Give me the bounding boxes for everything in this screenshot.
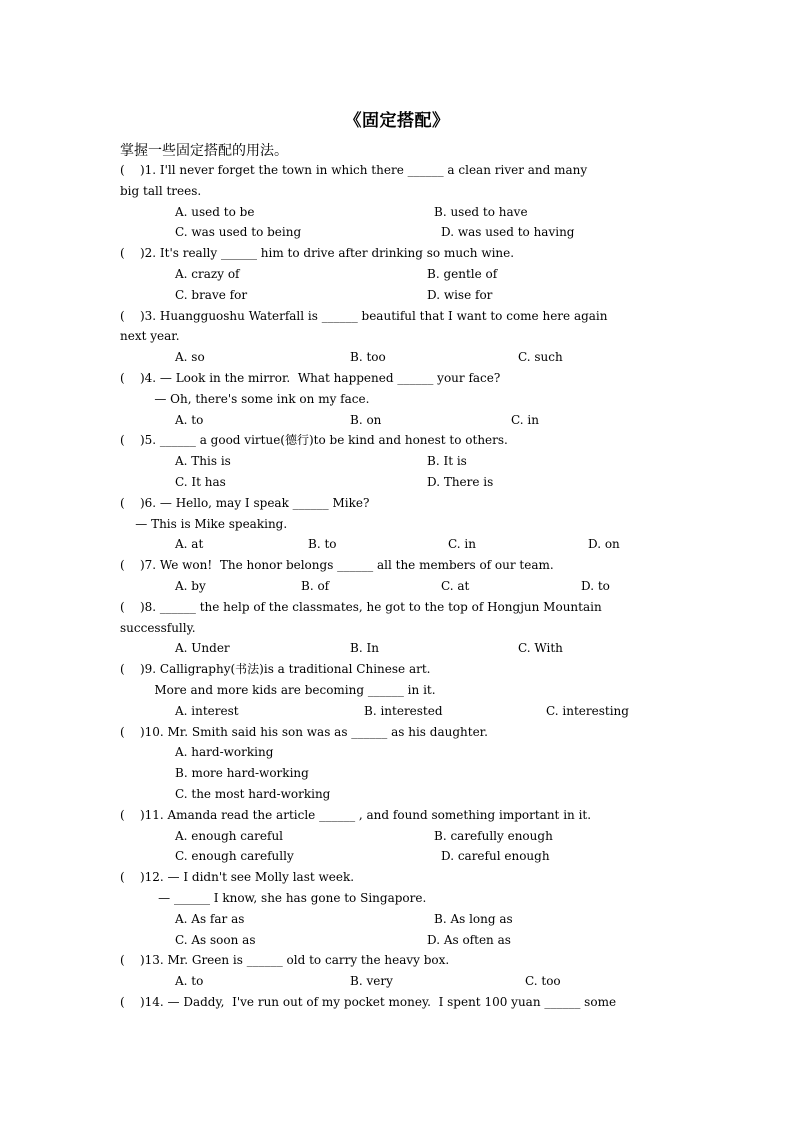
question-13-stem: ( )13. Mr. Green is ______ old to carry the heavy box.	[120, 953, 450, 967]
question-11-option-a: A. enough careful	[175, 829, 284, 843]
question-5-option-a: A. This is	[175, 454, 231, 468]
question-7-option-c: C. at	[441, 579, 470, 593]
question-14-stem: ( )14. — Daddy, I've run out of my pocket money. I spent 100 yuan ______ some	[120, 995, 617, 1009]
question-12-option-d: D. As often as	[427, 933, 511, 947]
question-13-option-b: B. very	[350, 974, 393, 988]
question-3-option-c: C. such	[518, 350, 563, 364]
question-13-option-c: C. too	[525, 974, 561, 988]
instruction-text: 掌握一些固定搭配的用法。	[120, 143, 288, 159]
question-1-option-c: C. was used to being	[175, 225, 302, 239]
question-8-stem-cont: successfully.	[120, 621, 196, 635]
question-6-option-d: D. on	[588, 537, 620, 551]
question-8-option-b: B. In	[350, 641, 379, 655]
question-9-stem-cont: More and more kids are becoming ______ in it.	[120, 683, 436, 697]
question-4-option-a: A. to	[175, 413, 204, 427]
question-7-option-b: B. of	[301, 579, 330, 593]
question-6-stem-cont: — This is Mike speaking.	[120, 517, 288, 531]
question-5-option-b: B. It is	[427, 454, 467, 468]
question-3-stem: ( )3. Huangguoshu Waterfall is ______ beautiful that I want to come here again	[120, 309, 608, 323]
question-2-stem: ( )2. It's really ______ him to drive after drinking so much wine.	[120, 246, 515, 260]
question-10-stem: ( )10. Mr. Smith said his son was as ______ as his daughter.	[120, 725, 488, 739]
question-3-stem-cont: next year.	[120, 329, 180, 343]
question-3-option-a: A. so	[175, 350, 205, 364]
question-9-stem: ( )9. Calligraphy(书法)is a traditional Chinese art.	[120, 662, 431, 676]
question-12-option-a: A. As far as	[175, 912, 245, 926]
question-3-option-b: B. too	[350, 350, 386, 364]
question-8-option-c: C. With	[518, 641, 563, 655]
question-2-option-b: B. gentle of	[427, 267, 498, 281]
question-6-option-c: C. in	[448, 537, 476, 551]
question-1-option-a: A. used to be	[175, 205, 255, 219]
question-1-option-b: B. used to have	[434, 205, 528, 219]
question-1-stem-cont: big tall trees.	[120, 184, 202, 198]
question-10-option-a: A. hard-working	[175, 745, 274, 759]
question-4-option-c: C. in	[511, 413, 539, 427]
question-1-stem: ( )1. I'll never forget the town in which there ______ a clean river and many	[120, 163, 588, 177]
question-7-option-d: D. to	[581, 579, 610, 593]
question-11-option-c: C. enough carefully	[175, 849, 294, 863]
question-4-option-b: B. on	[350, 413, 382, 427]
question-2-option-c: C. brave for	[175, 288, 248, 302]
question-2-option-d: D. wise for	[427, 288, 493, 302]
question-12-stem: ( )12. — I didn't see Molly last week.	[120, 870, 355, 884]
question-5-stem: ( )5. ______ a good virtue(德行)to be kind and honest to others.	[120, 433, 508, 447]
page-title: 《固定搭配》	[344, 111, 450, 131]
question-12-stem-cont: — ______ I know, she has gone to Singapore.	[120, 891, 427, 905]
question-12-option-c: C. As soon as	[175, 933, 256, 947]
question-7-option-a: A. by	[175, 579, 206, 593]
question-10-option-c: C. the most hard-working	[175, 787, 331, 801]
question-9-option-c: C. interesting	[546, 704, 629, 718]
question-4-stem-cont: — Oh, there's some ink on my face.	[120, 392, 370, 406]
question-6-option-b: B. to	[308, 537, 337, 551]
question-4-stem: ( )4. — Look in the mirror. What happened ______ your face?	[120, 371, 501, 385]
question-11-option-b: B. carefully enough	[434, 829, 553, 843]
question-8-stem: ( )8. ______ the help of the classmates, he got to the top of Hongjun Mountain	[120, 600, 602, 614]
question-9-option-a: A. interest	[175, 704, 239, 718]
question-13-option-a: A. to	[175, 974, 204, 988]
question-12-option-b: B. As long as	[434, 912, 513, 926]
question-5-option-c: C. It has	[175, 475, 226, 489]
question-7-stem: ( )7. We won! The honor belongs ______ all the members of our team.	[120, 558, 554, 572]
question-11-stem: ( )11. Amanda read the article ______ , and found something important in it.	[120, 808, 592, 822]
question-5-option-d: D. There is	[427, 475, 494, 489]
question-2-option-a: A. crazy of	[175, 267, 240, 281]
question-10-option-b: B. more hard-working	[175, 766, 309, 780]
question-6-option-a: A. at	[175, 537, 204, 551]
question-9-option-b: B. interested	[364, 704, 443, 718]
question-11-option-d: D. careful enough	[441, 849, 550, 863]
question-1-option-d: D. was used to having	[441, 225, 575, 239]
question-6-stem: ( )6. — Hello, may I speak ______ Mike?	[120, 496, 370, 510]
question-8-option-a: A. Under	[175, 641, 230, 655]
